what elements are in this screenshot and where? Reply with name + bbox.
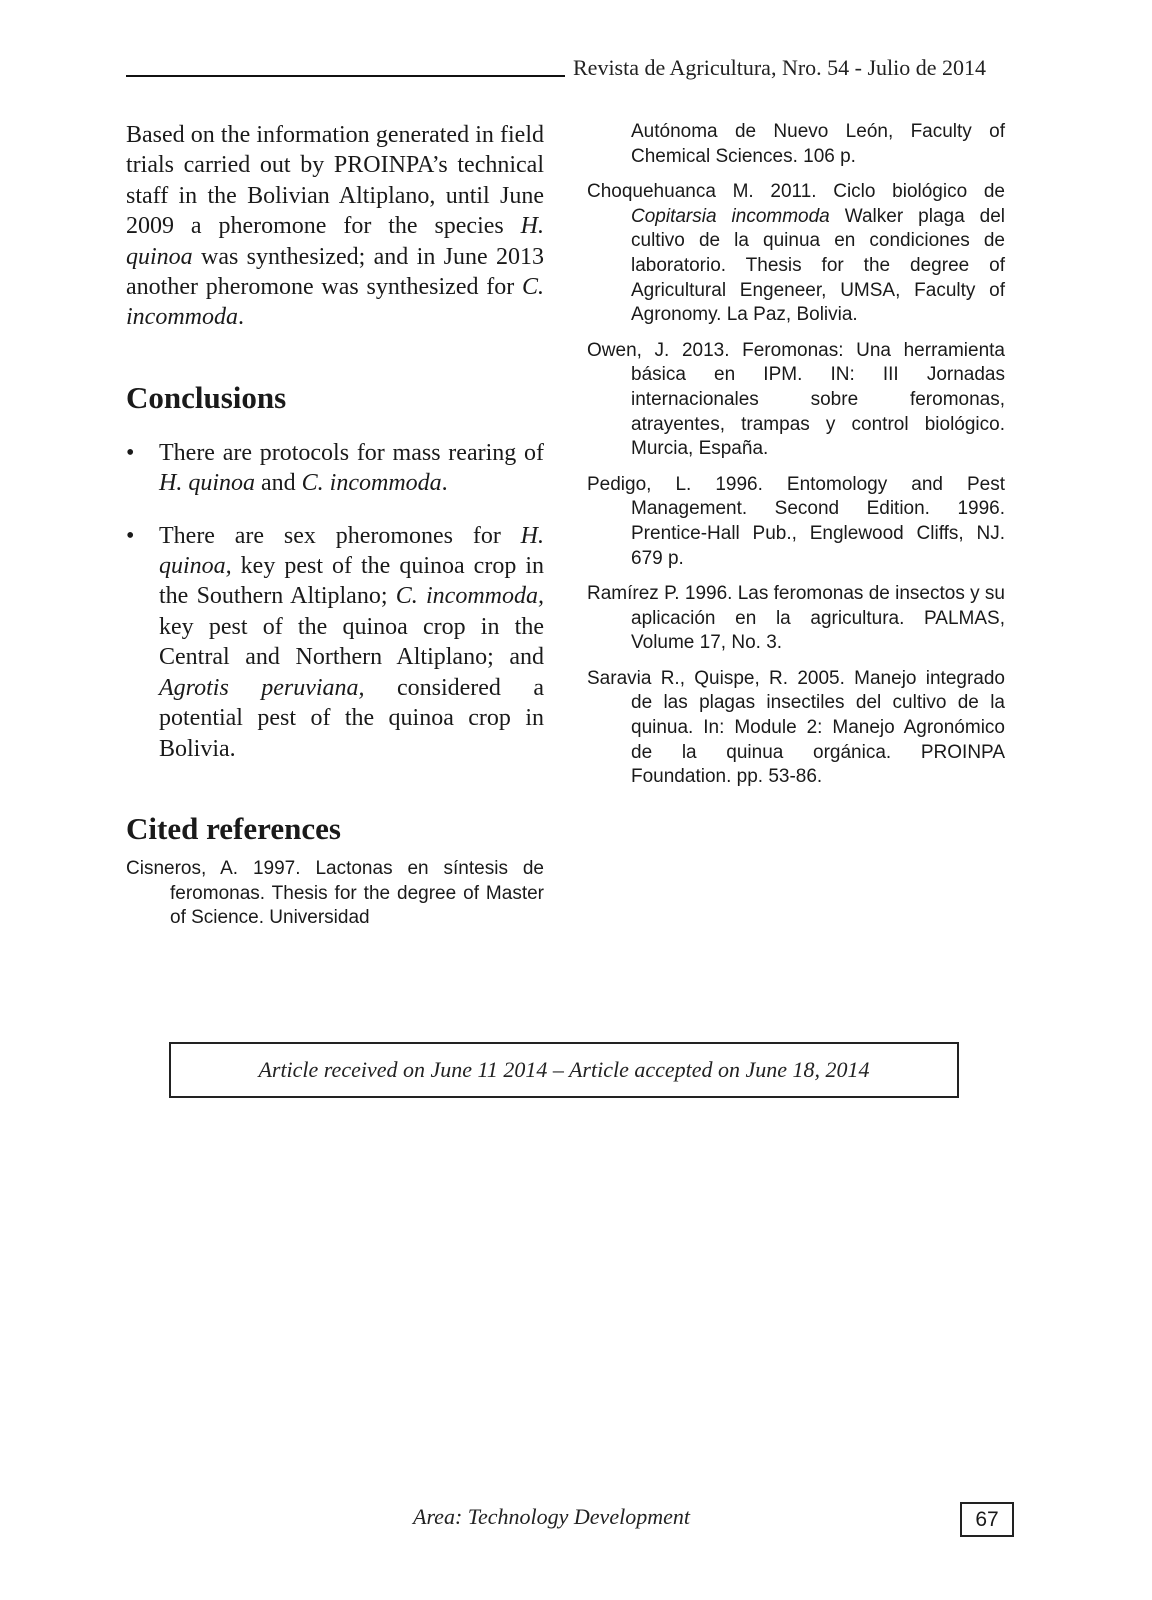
conclusion-text: There are protocols for mass rearing of xyxy=(159,439,544,466)
bullet-icon: • xyxy=(126,522,135,549)
conclusion-item xyxy=(126,438,544,499)
conclusion-text: There are sex pheromones for xyxy=(159,522,521,549)
intro-text-3: . xyxy=(237,304,244,331)
left-column xyxy=(126,120,544,931)
journal-title: Revista de Agricultura, Nro. 54 - Julio de 2014 xyxy=(573,55,987,80)
right-column xyxy=(587,120,1005,790)
conclusion-text: key pest of the quinoa crop in the Southern Altiplano; xyxy=(159,553,544,610)
species-name: H. quinoa xyxy=(159,470,255,497)
page-number: 67 xyxy=(960,1502,1014,1537)
references-heading: Cited references xyxy=(126,810,341,846)
species-c-incommoda: C. incommoda xyxy=(126,274,544,331)
conclusions-list xyxy=(126,438,544,764)
footer-area: Area: Technology Development xyxy=(413,1504,690,1529)
species-name: Copitarsia incommoda xyxy=(631,205,830,227)
article-dates: Article received on June 11 2014 – Article accepted on June 18, 2014 xyxy=(258,1057,870,1082)
species-h-quinoa: H. quinoa xyxy=(126,213,544,270)
species-name: Agrotis peruviana, xyxy=(159,674,365,701)
reference-text: Choquehuanca M. 2011. Ciclo biológico de xyxy=(587,181,1005,203)
intro-text-2: was synthesized; and in June 2013 another pheromone was synthesized for xyxy=(126,243,544,301)
conclusion-item xyxy=(126,521,544,764)
conclusion-text: considered a potential pest of the quinoa crop in Bolivia. xyxy=(159,674,544,762)
conclusion-text: . xyxy=(441,470,448,497)
reference-pedigo: Pedigo, L. 1996. Entomology and Pest Management. Second Edition. 1996. Prentice-Hall Pub., Englewood Cliffs, NJ. 679 p. xyxy=(587,473,1005,569)
conclusion-text: and xyxy=(255,470,302,497)
reference-cisneros: Cisneros, A. 1997. Lactonas en síntesis de feromonas. Thesis for the degree of Master of Science. Universidad xyxy=(126,857,544,929)
species-name: H. quinoa, xyxy=(159,522,544,580)
reference-saravia: Saravia R., Quispe, R. 2005. Manejo integrado de las plagas insectiles del cultivo de la quinua. In: Module 2: Manejo Agronómico de la quinua orgánica. PROINPA Foundation. pp. 53-86. xyxy=(587,667,1005,788)
reference-text: Walker plaga del cultivo de la quinua en condiciones de laboratorio. Thesis for the degree of Agricultural Engeneer, UMSA, Faculty of Agronomy. La Paz, Bolivia. xyxy=(631,205,1005,326)
reference-owen: Owen, J. 2013. Feromonas: Una herramienta básica en IPM. IN: III Jornadas internacionales sobre feromonas, atrayentes, trampas y control biológico. Murcia, España. xyxy=(587,339,1005,460)
conclusion-text: key pest of the quinoa crop in the Central and Northern Altiplano; and xyxy=(159,613,544,671)
species-name: C. incommoda xyxy=(301,470,442,497)
intro-text-1: Based on the information generated in field trials carried out by PROINPA’s technical staff in the Bolivian Altiplano, until June 2009 a pheromone for the species xyxy=(126,122,544,240)
reference-ramirez: Ramírez P. 1996. Las feromonas de insectos y su aplicación en la agricultura. PALMAS, Volume 17, No. 3. xyxy=(587,583,1005,654)
article-dates-box xyxy=(169,1042,959,1098)
species-name: C. incommoda, xyxy=(395,583,544,610)
reference-choquehuanca xyxy=(587,180,1005,328)
intro-paragraph xyxy=(126,120,544,333)
reference-cisneros-continued: Autónoma de Nuevo León, Faculty of Chemical Sciences. 106 p. xyxy=(631,121,1005,167)
conclusions-heading: Conclusions xyxy=(126,379,287,415)
bullet-icon: • xyxy=(126,439,135,466)
header-rule xyxy=(126,75,565,77)
